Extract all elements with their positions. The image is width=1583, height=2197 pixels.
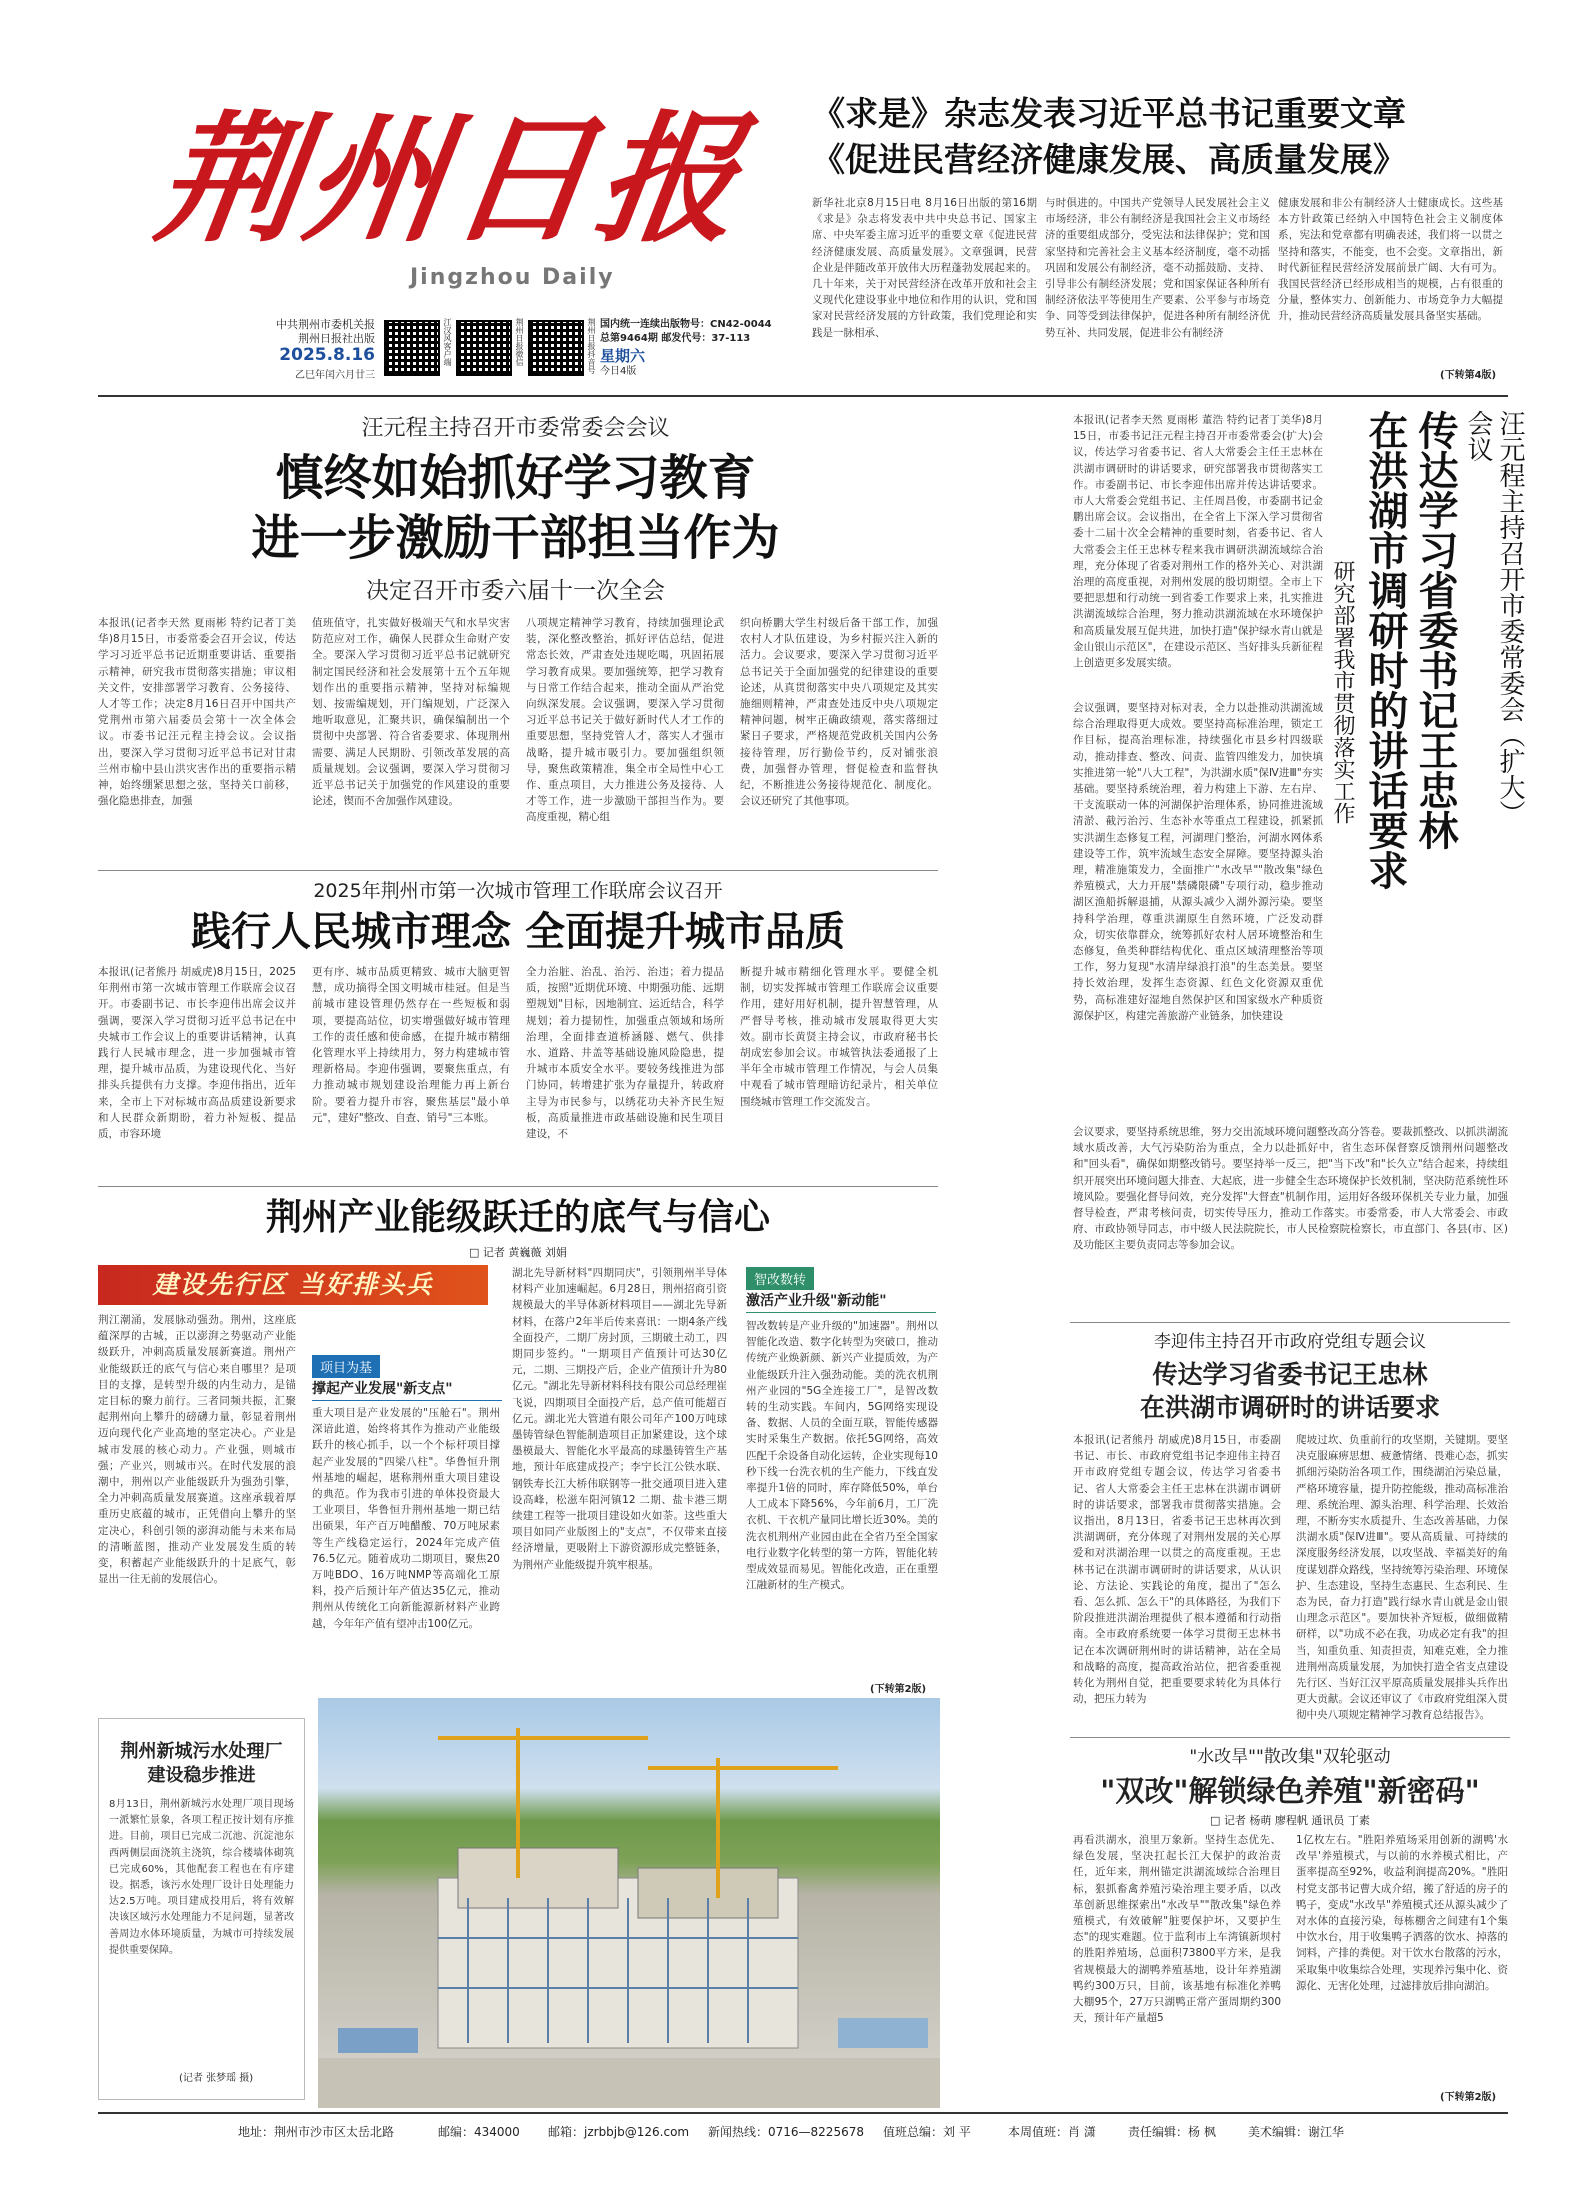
urban-col-4: 断提升城市精细化管理水平。要健全机制，切实发挥城市管理工作联席会议重要作用，建好用好机制，提升智慧管理，从严督导考核，推动城市发展取得更大实效。副市长黄贤主持会议，市政府秘书长胡成宏参加会议。市城管执法委通报了上半年全市城市管理工作情况，与会人员集中观看了城市管理暗访纪录片，相关单位围绕城市管理工作交流发言。 [740,966,938,1108]
govparty-col-2: 爬坡过坎、负重前行的攻坚期，关键期。要坚决克服麻痹思想、疲惫情绪、畏难心态，抓实抓细污染防治各项工作，围绕湖泊污染总量，严格环境容量，提升防控能级，推动高标准治理、系统治理、源头治理、科学治理、长效治理，不断夯实水质提升、生态改善基础，力保洪湖水质"保Ⅳ进Ⅲ"。要从高质量、可持续的深度服务经济发展，以攻坚战、幸福美好的角度谋划群众路线，坚持统筹污染治理、环境保护、生态建设，坚持生态惠民、生态利民、生态为民，奋力打造"践行绿水青山就是金山银山理念示范区"。要加快补齐短板，做细做精研样，以"功成不必在我，功成必定有我"的担当，知重负重、知责担责，知难克难，全力推进荆州高质量发展，为加快打造全省支点建设先行区、当好江汉平原高质量发展排头兵作出更大贡献。会议还审议了《市政府党组深入贯彻中央八项规定精神学习教育总结报告》。 [1296,1434,1508,1722]
meeting-col-4: 织向桥鹏大学生村级后备干部工作，加强农村人才队伍建设，为乡村振兴注入新的活力。会议要求，要深入学习贯彻习近平总书记关于全面加强党的纪律建设的重要论述，从真贯彻落实中央八项规定及其实施细则精神，严肃查处违反中央八项规定精神问题，树牢正确政绩观，落实落细过紧日子要求，严格规范党政机关国内公务接待管理，厉行勤俭节约，反对铺张浪费，加强督办管理，督促检查和监督执纪，不断推进公务接待规范化、制度化。会议还研究了其他事项。 [740,617,938,808]
issue-meta [600,318,800,378]
provincial-body-2: 会议强调，要坚持对标对表，全力以赴推动洪湖流域综合治理取得更大成效。要坚持高标准治理，锁定工作目标，提高治理标准，持续强化市县乡村四级联动，推动排查、整改、问责、监管四维发力，加快填实推进第一轮"八大工程"，为洪湖水质"保Ⅳ进Ⅲ"夯实基础。要坚持系统治理，着力构建上下游、左右岸、干支流联动一体的河湖保护治理体系，协同推进流域清淤、截污治污、生态补水等重点工程建设，抓紧抓实洪湖生态修复工程，河湖理门整治，河湖水网体系建设等工作，筑牢流域生态安全屏障。要坚持源头治理，精准施策发力，全面推广"水改旱""散改集"绿色养殖模式，大力开展"禁磷限磷"专项行动，稳步推动湖区渔船拆解退捕，从源头减少入湖外源污染。要坚持科学治理，尊重洪湖原生自然环境，广泛发动群众，切实依靠群众，统筹抓好农村人居环境整治和生态修复，鱼类种群结构优化、重点区域清理整治等项工作，努力复现"水清岸绿浪打浪"的生态美景。要坚持长效治理，发挥生态资源、红色文化资源双重优势，高标准建好湿地自然保护区和国家级水产种质资源保护区，构建完善旅游产业链条，加快建设 [1073,702,1323,1022]
footer-hotline: 新闻热线：0716—8225678 [708,2125,864,2139]
logo-english: Jingzhou Daily [410,265,615,290]
industry-title: 荆州产业能级跃迁的底气与信心 [265,1196,770,1238]
urban-col-3: 全力治脏、治乱、治污、治违；着力提品质，按照"近期优环境、中期强功能、远期塑规划"目标，因地制宜、运近结合，科学规划；着力提韧性，加强重点领域和场所治理，全面排查道桥涵隧、燃气、供排水、道路、井盖等基础设施风险隐患，提升城市本质安全水平。要较务线推进为部门协同，转增建扩张为存量提升，转政府主导为市民参与，以绣花功夫补齐民生短板，高质量推进市政基础设施和民生项目建设，不 [526,966,724,1141]
green-continue: (下转第2版) [1440,2092,1497,2103]
govparty-title-1: 传达学习省委书记王忠林 [1152,1360,1428,1389]
tag-digital-title: 激活产业升级"新动能" [746,1290,936,1313]
footer-address: 地址：荆州市沙市区太岳北路 [238,2125,395,2139]
qr-label-douyin: 荆州日报抖音号 [587,318,596,374]
lead-continue: (下转第4版) [1440,370,1497,381]
issn-line: 国内统一连续出版物号：CN42-0044 [600,319,772,330]
footer-weekly-duty: 本周值班：肖 潇 [1008,2125,1096,2139]
provincial-body-3: 会议要求，要坚持系统思维，努力交出流域环境问题整改高分答卷。要裁抓整改、以抓洪湖流域水质改善，大气污染防治为重点，全力以赴抓好中，省生态环保督察反馈荆州问题整改和"回头看"，确保如期整改销号。要坚持举一反三，把"当下改"和"长久立"结合起来，持续组织开展突出环境问题大排查、大起底，进一步健全生态环境保护长效机制，坚决防范系统性环境风险。要强化督导问效，充分发挥"大督查"机制作用，运用好各级环保机关专业力量，加强督导检查，严肃考核问责，切实传导压力，推动工作落实。市委常委，市人大常委会、市政府、市政协领导同志，市中级人民法院院长，市人民检察院检察长，市直部门、各县(市、区)及功能区主要负责同志等参加会议。 [1073,1126,1508,1252]
masthead [148,95,800,325]
industry-intro: 荆江潮涌，发展脉动强劲。荆州，这座底蕴深厚的古城，正以澎湃之势驱动产业能级跃升，冲刺高质量发展新赛道。荆州产业能级跃迁的底气与信心来自哪里？是项目的支撑，是转型升级的内生动力，是锚定目标的聚力前行。三者同频共振，汇聚起荆州向上攀升的磅礴力量，彰显着荆州迈向现代化产业高地的坚定决心。产业是城市发展的核心动力。产业强，则城市强；产业兴，则城市兴。在时代发展的浪潮中，荆州以产业能级跃升为强劲引擎，全力冲刺高质量发展赛道。这座承载着厚重历史底蕴的城市，正凭借向上攀升的坚定决心，科创引领的澎湃动能与未来布局的清晰蓝图，推动产业发展发生质的转变，积蓄起产业能级跃升的十足底气，彰显出一往无前的发展信心。 [98,1314,296,1586]
meeting-col-1: 本报讯(记者李天然 夏雨彬 特约记者丁美华)8月15日，市委常委会召开会议，传达学习习近平总书记近期重要讲话、重要指示精神，研究我市贯彻落实措施；审议相关文件，安排部署学习教育、公务接待、人才等工作；决定8月16日召开中国共产党荆州市第六届委员会第十一次全体会议。市委书记汪元程主持会议。会议指出，要深入学习贯彻习近平总书记对甘肃兰州市榆中县山洪灾害作出的重要指示精神，始终绷紧思想之弦，坚持关口前移，强化隐患排查，加强 [98,617,296,808]
industry-col-2: 重大项目是产业发展的"压舱石"。荆州深谙此道，始终将其作为推动产业能级跃升的核心抓手，以一个个标杆项目撑起产业发展的"四梁八柱"。华鲁恒升荆州基地的崛起，堪称荆州重大项目建设的典范。作为我市引进的单体投资最大工业项目，华鲁恒升荆州基地一期已结出硕果，年产百万吨醋酸、70万吨尿素等生产线稳定运行，2024年完成产值76.5亿元。随着成功二期项目，聚焦20万吨BDO、16万吨NMP等高端化工原料，投产后预计年产值达35亿元，推动荆州从传统化工向新能源新材料产业跨越，今年年产值有望冲击100亿元。 [312,1407,500,1630]
urban-kicker: 2025年荆州市第一次城市管理工作联席会议召开 [313,880,723,902]
footer-email: 邮箱：jzrbbjb@126.com [548,2125,690,2139]
green-col-2: 1亿枚左右。"胜阳养殖场采用创新的湖鸭'水改旱'养殖模式，与以前的水养模式相比，产蛋率提高至92%，收益利润提高20%。"胜阳村党支部书记曹大成介绍，搬了舒适的房子的鸭子，变成"水改旱"养殖模式还从源头减少了对水体的直接污染，每栋棚舍之间建有1个集中饮水台，用于收集鸭子洒落的饮水、掉落的饲料，产排的粪便。对干饮水台散落的污水，采取集中收集综合处理，实现养污集中化、资源化、无害化处理，过滤排放后排向湖泊。 [1296,1834,1508,1992]
meeting-col-2: 值班值守，扎实做好极端天气和水旱灾害防范应对工作，确保人民群众生命财产安全。要深入学习贯彻习近平总书记就研究制定国民经济和社会发展第十五个五年规划作出的重要指示精神，坚持对标编规划、按需编规划，开门编规划，广泛深入地听取意见，汇聚共识，确保编制出一个贯彻中央部署、符合省委要求、体现荆州需要、满足人民期盼、引领改革发展的高质量规划。会议强调，要深入学习贯彻习近平总书记关于加强党的作风建设的重要论述，锲而不舍加强作风建设。 [312,617,510,808]
meeting-col-3: 八项规定精神学习教育，持续加强理论武装，深化整改整治，抓好评估总结，促进常态长效，严肃查处违规吃喝，巩固拓展学习教育成果。要加强统筹，把学习教育与日常工作结合起来，推动全面从严治党向纵深发展。会议强调，要深入学习贯彻习近平总书记关于做好新时代人才工作的重要思想，坚持党管人才，落实人才强市战略，提升城市吸引力。要加强组织领导，聚焦政策精准，集全市全局性中心工作、重点项目，大力推进公务及接待、人才等工作，进一步激励干部担当作为。要高度重视，精心组 [526,617,724,824]
lead-col-3: 健康发展和非公有制经济人士健康成长。这些基本方针政策已经纳入中国特色社会主义制度体系，宪法和党章都有明确表述，我们将一以贯之坚持和落实，不能变，也不会变。文章指出，新时代新征程民营经济发展前景广阔、大有可为。我国民营经济已经形成相当的规模，占有很重的分量，整体实力、创新能力、市场竞争力大幅提升，推动民营经济高质量发展具备坚实基础。 [1278,197,1503,323]
industry-banner [98,1265,488,1305]
meeting-subtitle: 决定召开市委六届十一次全会 [366,578,665,604]
serial-line: 总第9464期 邮发代号：37-113 [600,333,751,344]
footer-editor: 责任编辑：杨 枫 [1128,2125,1216,2139]
qr-code-douyin [528,320,584,376]
tag-project-title: 撑起产业发展"新支点" [312,1378,502,1401]
rule-urban-bottom [98,1186,938,1187]
provincial-kicker-vertical: 汪元程主持召开市委常委会（扩大）会议 [1463,410,1525,826]
govparty-title-2: 在洪湖市调研时的讲话要求 [1139,1393,1440,1422]
tag-digital: 智改数转 [746,1267,814,1290]
publisher-line2: 荆州日报社出版 [298,332,375,345]
govparty-kicker: 李迎伟主持召开市政府党组专题会议 [1154,1332,1426,1352]
footer-postcode: 邮编：434000 [438,2125,520,2139]
industry-col-3: 湖北先导新材料"四期同庆"，引领荆州半导体材料产业加速崛起。6月28日，荆州招商引资规模最大的半导体新材料项目——湖北先导新材料，在落户2年半后传来喜讯：一期4条产线全面投产，二期厂房封顶，三期破土动工，四期同步签约。"一期项目产值预计可达30亿元，二期、三期投产后，企业产值预计升为80亿元。"湖北先导新材料科技有限公司总经理崔飞说，四期项目全面投产后，总产值可能超百亿元。湖北光大管道有限公司年产100万吨球墨铸管绿色智能制造项目正加紧建设，这个球墨模最大、智能化水平最高的球墨铸管生产基地，预计年底建成投产；李宁长江公铁水联、钢铁寿长江大桥伟联钢等一批交通项目进入建设高峰，松滋车阳河镇12 二期、盐卡港三期续建工程等一批项目建设如火如荼。这些重大项目如同产业版图上的"支点"，不仅带来直接经济增量，更吸附上下游资源形成完整链条，为荆州产业能级提升筑牢根基。 [512,1267,727,1571]
lunar-date: 乙巳年闰六月廿三 [295,370,375,381]
construction-scene-svg [318,1698,940,2108]
meeting-kicker: 汪元程主持召开市委常委会会议 [361,416,670,441]
photo-title-2: 建设稳步推进 [147,1765,256,1786]
meeting-title-1: 慎终如始抓好学习教育 [275,450,756,506]
green-col-1: 再看洪湖水，浪里万象新。坚持生态优先、绿色发展，坚决扛起长江大保护的政治责任，近年来，荆州锚定洪湖流域综合治理目标，狠抓畜禽养殖污染治理主要矛盾，以改革创新思维探索出"水改旱""散改集"绿色养殖模式，有效破解"脏要保护坏，又要护生态"的现实难题。位于监利市上车湾镇新坝村的胜阳养殖场，总面积73800平方米，是我省规模最大的湖鸭养殖基地，设计年养殖湖鸭约300万只，目前，该基地有标准化养鸭大棚95个，27万只湖鸭正常产蛋周期约300天，预计年产量超5 [1073,1834,1281,2025]
lead-col-1: 新华社北京8月15日电 8月16日出版的第16期《求是》杂志将发表中共中央总书记、国家主席、中央军委主席习近平的重要文章《促进民营经济健康发展、高质量发展》。文章强调，民营企业是伴随改革开放伟大历程蓬勃发展起来的。几十年来，关于对民营经济在改革开放和社会主义现代化建设事业中地位和作用的认识，党和国家对民营经济发展的方针政策，我们党理论和实践是一脉相承、 [812,197,1037,339]
lead-title-2: 《促进民营经济健康发展、高质量发展》 [812,140,1406,179]
provincial-title-1: 传达学习省委书记王忠林 [1412,410,1459,850]
green-byline: □ 记者 杨萌 廖程帆 通讯员 丁素 [1210,1814,1370,1827]
industry-banner-text: 建设先行区 当好排头兵 [152,1270,434,1299]
provincial-title-2: 在洪湖市调研时的讲话要求 [1362,410,1409,890]
industry-continue: (下转第2版) [870,1684,927,1695]
footer-editor-on-duty: 值班总编：刘 平 [883,2125,971,2139]
rule-meeting-bottom [98,870,938,871]
urban-title: 践行人民城市理念 全面提升城市品质 [191,908,845,955]
lead-col-2: 与时俱进的。中国共产党领导人民发展社会主义市场经济，非公有制经济是我国社会主义市场经济的重要组成部分，受宪法和法律保护；党和国家坚持和完善社会主义基本经济制度，毫不动摇巩固和发展公有制经济，毫不动摇鼓励、支持、引导非公有制经济发展；党和国家保证各种所有制经济依法平等使用生产要素、公平参与市场竞争、同等受到法律保护，促进各种所有制经济优势互补、共同发展，促进非公有制经济 [1045,197,1270,339]
photo-title-1: 荆州新城污水处理厂 [120,1741,283,1762]
rule-provincial-bottom [1070,1322,1510,1323]
urban-col-1: 本报讯(记者熊丹 胡威虎)8月15日，2025年荆州市第一次城市管理工作联席会议召开。市委副书记、市长李迎伟出席会议并强调，要深入学习贯彻习近平总书记在中央城市工作会议上的重要讲话精神，认真践行人民城市理念，进一步加强城市管理，提升城市品质，为建设现代化、当好排头兵提供有力支撑。李迎伟指出，近年来，全市上下对标城市高品质建设新要求和人民群众新期盼，着力补短板、提品质，市容环境 [98,966,296,1141]
urban-col-2: 更有序、城市品质更精致、城市大脑更智慧，成功摘得全国文明城市桂冠。但是当前城市建设管理仍然存在一些短板和弱项，要提高站位，切实增强做好城市管理工作的责任感和使命感，在提升城市精细化管理水平上持续用力，努力构建城市管理新格局。李迎伟强调，要聚焦重点，有力推动城市规划建设治理能力再上新台阶。要着力提升市容，聚焦基层"最小单元"，建好"整改、自查、销号"三本账。 [312,966,510,1124]
industry-col-4: 智改数转是产业升级的"加速器"。荆州以智能化改造、数字化转型为突破口，推动传统产业焕新颜、新兴产业提质效，为产业能级跃升注入强劲动能。美的洗衣机荆州产业园的"5G全连接工厂"，是智改数转的生动实践。车间内，5G网络实现设备、数据、人员的全面互联，智能传感器实时采集生产数据。依托5G网络，高效匹配千余设备自动化运转，企业实现每10秒下线一台洗衣机的生产能力，下线直发率提升1倍的同时，库存降低50%，单台人工成本下降56%，今年前6月，工厂洗衣机、干衣机产量同比增长近30%。美的洗衣机荆州产业园由此在全省乃至全国家电行业数字化转型的第一方阵，智能化转型成效显而易见。智能化改造，正在重塑江融新材的生产模式。 [746,1320,938,1592]
rule-footer [98,2112,1508,2114]
footer-bar [238,2121,1508,2143]
qr-code-client [384,320,440,376]
qr-label-client: 江汉风客户端 [443,318,452,366]
provincial-body-1: 本报讯(记者李天然 夏雨彬 董浩 特约记者丁美华)8月15日，市委书记汪元程主持召开市委常委会(扩大)会议，传达学习省委书记、省人大常委会主任王忠林在洪湖市调研时的讲话要求，研究部署我市贯彻落实工作。市委副书记、市长李迎伟出席并传达讲话要求。市人大常委会党组书记、主任周昌俊，市委副书记金鹏出席会议。会议指出，在全省上下深入学习贯彻省委十二届十次全会精神的重要时刻，省委书记、省人大常委会主任王忠林专程来我市调研洪湖流域综合治理，充分体现了省委对荆州工作的格外关心、对洪湖治理的高度重视，对荆州发展的殷切期望。全市上下要把思想和行动统一到省委工作要求上来，扎实推进洪湖流域综合治理，努力推动洪湖流域在水环境保护和高质量发展互促共进，加快打造"保护绿水青山就是金山银山示范区"，在建设示范区、当好排头兵新征程上创造更多发展实绩。 [1073,414,1323,670]
qr-code-wechat [456,320,512,376]
qr-label-wechat: 荆州日报微信 [515,318,524,366]
construction-photo [318,1698,940,2108]
rule-govparty-bottom [1070,1737,1510,1738]
photo-caption-box [98,1718,305,2100]
weekday: 星期六 [600,347,646,365]
lead-title-1: 《求是》杂志发表习近平总书记重要文章 [812,94,1406,133]
tag-project: 项目为基 [312,1355,380,1378]
page-count: 今日4版 [600,366,637,377]
newspaper-logo: 荆州日报 [148,98,756,262]
rule-top [98,395,1508,397]
industry-byline: □ 记者 黄巍薇 刘娟 [469,1246,567,1259]
green-title: "双改"解锁绿色养殖"新密码" [1100,1774,1480,1808]
photo-caption: 8月13日，荆州新城污水处理厂项目现场一派繁忙景象，各项工程正按计划有序推进。目前，项目已完成二沉池、沉淀池东西两侧层面浇筑主浇筑，综合楼墙体砌筑已完成60%，其他配套工程也在有序建设。据悉，该污水处理厂设计日处理能力达2.5万吨。项目建成投用后，将有效解决该区域污水处理能力不足问题，显著改善周边水体环境质量，为城市可持续发展提供重要保障。 [109,1799,294,1956]
photo-credit: (记者 张梦瑶 摄) [179,2073,254,2084]
provincial-subtitle: 研究部署我市贯彻落实工作 [1330,560,1355,824]
footer-art-editor: 美术编辑：谢江华 [1248,2125,1345,2139]
green-kicker: "水改旱""散改集"双轮驱动 [1189,1747,1391,1767]
publisher-line1: 中共荆州市委机关报 [276,318,375,331]
issue-date: 2025.8.16 [279,345,375,365]
meeting-title-2: 进一步激励干部担当作为 [251,510,780,566]
govparty-col-1: 本报讯(记者熊丹 胡威虎)8月15日，市委副书记、市长、市政府党组书记李迎伟主持召开市政府党组专题会议，传达学习省委书记、省人大常委会主任王忠林在洪湖市调研时的讲话要求，部署我市贯彻落实措施。会议指出，8月13日，省委书记王忠林再次到洪湖调研，充分体现了对荆州发展的关心厚爱和对洪湖治理一以贯之的高度重视。王忠林书记在洪湖市调研时的讲话要求，从认识论、方法论、实践论的角度，提出了"怎么看、怎么抓、怎么干"的具体路径，为我们下阶段推进洪湖治理提供了根本遵循和行动指南。全市政府系统要一体学习贯彻王忠林书记在本次调研荆州时的讲话精神，站在全局和战略的高度，提高政治站位，把省委重视转化为荆州自觉，把重要要求转化为具体行动，把压力转为 [1073,1434,1281,1706]
